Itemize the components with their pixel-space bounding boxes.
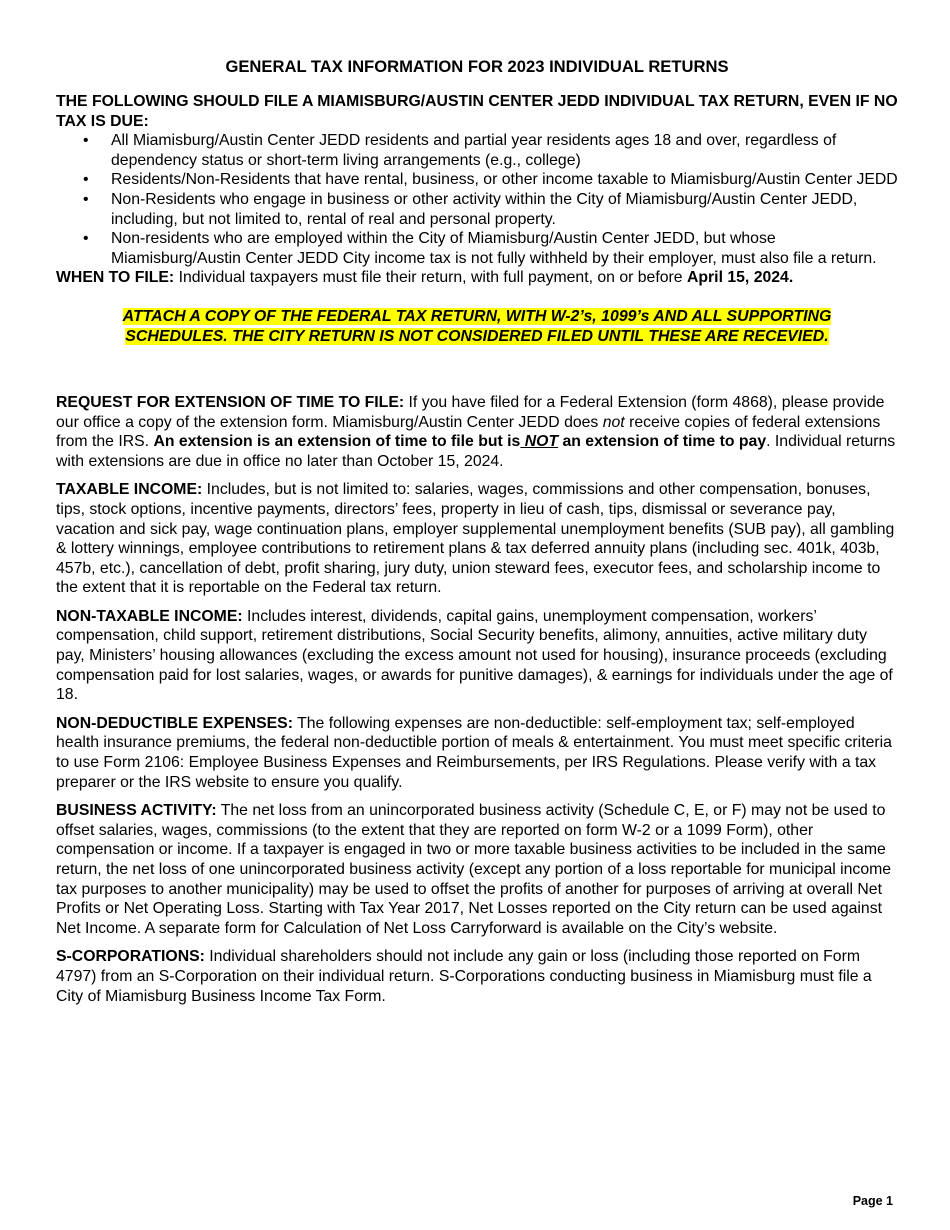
taxable-income-label: TAXABLE INCOME: bbox=[56, 481, 203, 499]
extension-label: REQUEST FOR EXTENSION OF TIME TO FILE: bbox=[56, 393, 405, 411]
bullet-icon: • bbox=[83, 190, 89, 208]
taxable-income-section: TAXABLE INCOME: Includes, but is not limited to: salaries, wages, commissions and other compensation, bonuses, tips, stock options, incentive payments, directors’ fees, property in lieu of cash, tips, dismissal or severance pay, vacation and sick pay, wage continuation plans, employer supplemental unemployment benefits (SUB pay), all gambling & lottery winnings, employee contributions to retirement plans & tax deferred annuity plans (including sec. 401k, 403b, 457b, etc.), cancellation of debt, profit sharing, jury duty, union steward fees, executor fees, and scholarship income to the extent that it is reportable on the Federal tax return. bbox=[56, 481, 895, 597]
attach-federal-return-notice: ATTACH A COPY OF THE FEDERAL TAX RETURN, WITH W-2’s, 1099’s AND ALL SUPPORTING SCHEDULES. THE CITY RETURN IS NOT CONSIDERED FILED UNTIL THESE ARE RECEVIED. bbox=[122, 307, 832, 345]
business-activity-label: BUSINESS ACTIVITY: bbox=[56, 802, 217, 820]
document-title: GENERAL TAX INFORMATION FOR 2023 INDIVIDUAL RETURNS bbox=[225, 57, 729, 76]
s-corporations-label: S-CORPORATIONS: bbox=[56, 948, 205, 966]
bullet-icon: • bbox=[83, 132, 89, 150]
list-item: • All Miamisburg/Austin Center JEDD residents and partial year residents ages 18 and over, regardless of dependency status or short-term living arrangements (e.g., college) bbox=[83, 132, 837, 169]
non-taxable-income-label: NON-TAXABLE INCOME: bbox=[56, 607, 243, 625]
who-should-file-list bbox=[56, 131, 898, 268]
non-deductible-expenses-label: NON-DEDUCTIBLE EXPENSES: bbox=[56, 714, 293, 732]
list-item: • Residents/Non-Residents that have rental, business, or other income taxable to Miamisburg/Austin Center JEDD bbox=[83, 171, 898, 189]
who-should-file-heading: THE FOLLOWING SHOULD FILE A MIAMISBURG/AUSTIN CENTER JEDD INDIVIDUAL TAX RETURN, EVEN IF NO TAX IS DUE: bbox=[56, 93, 898, 130]
when-to-file: WHEN TO FILE: Individual taxpayers must file their return, with full payment, on or before April 15, 2024. bbox=[56, 269, 794, 287]
list-item: • Non-residents who are employed within the City of Miamisburg/Austin Center JEDD, but whose Miamisburg/Austin Center JEDD City income tax is not fully withheld by their employer, must also file a return. bbox=[83, 230, 877, 267]
s-corporations-section: S-CORPORATIONS: Individual shareholders should not include any gain or loss (including those reported on Form 4797) from an S-Corporation on their individual return. S-Corporations conducting business in Miamisburg must file a City of Miamisburg Business Income Tax Form. bbox=[56, 948, 872, 1005]
non-taxable-income-section: NON-TAXABLE INCOME: Includes interest, dividends, capital gains, unemployment compensation, workers’ compensation, child support, retirement distributions, Social Security benefits, alimony, annuities, active military duty pay, Ministers’ housing allowances (excluding the excess amount not used for housing), insurance proceeds (excluding compensation paid for lost salaries, wages, or awards for punitive damages), & earnings for individuals under the age of 18. bbox=[56, 607, 893, 704]
when-to-file-label: WHEN TO FILE: bbox=[56, 269, 175, 287]
list-item: • Non-Residents who engage in business or other activity within the City of Miamisburg/Austin Center JEDD, including, but not limited to, rental of real and personal property. bbox=[83, 190, 858, 228]
due-date: April 15, 2024 bbox=[686, 269, 789, 287]
bullet-icon: • bbox=[83, 230, 89, 248]
page-number: Page 1 bbox=[852, 1194, 893, 1208]
extension-section: REQUEST FOR EXTENSION OF TIME TO FILE: If you have filed for a Federal Extension (form 4868), please provide our office a copy of the extension form. Miamisburg/Austin Center JEDD does not receive copies of federal extensions from the IRS. An extension is an extension of time to file but is NOT an extension of time to pay. Individual returns with extensions are due in office no later than October 15, 2024. bbox=[56, 393, 896, 470]
business-activity-section: BUSINESS ACTIVITY: The net loss from an unincorporated business activity (Schedule C, E, or F) may not be used to offset salaries, wages, commissions (to the extent that they are reported on form W-2 or a 1099 Form), other compensation or income. If a taxpayer is engaged in two or more taxable business activities to be included in the same return, the net loss of one unincorporated business activity (except any portion of a loss reportable for municipal income tax purposes to another municipality) may be used to offset the profits of another for purposes of arriving at overall Net Profits or Net Operating Loss. Starting with Tax Year 2017, Net Losses reported on the City return can be used against Net Income. A separate form for Calculation of Net Loss Carryforward is available on the City’s website. bbox=[56, 802, 892, 937]
non-deductible-expenses-section: NON-DEDUCTIBLE EXPENSES: The following expenses are non-deductible: self-employment tax; self-employed health insurance premiums, the federal non-deductible portion of meals & entertainment. You must meet specific criteria to use Form 2106: Employee Business Expenses and Reimbursements, per IRS Regulations. Please verify with a tax preparer or the IRS website to ensure you qualify. bbox=[56, 714, 892, 791]
document-page bbox=[56, 56, 898, 1015]
bullet-icon: • bbox=[83, 171, 89, 189]
